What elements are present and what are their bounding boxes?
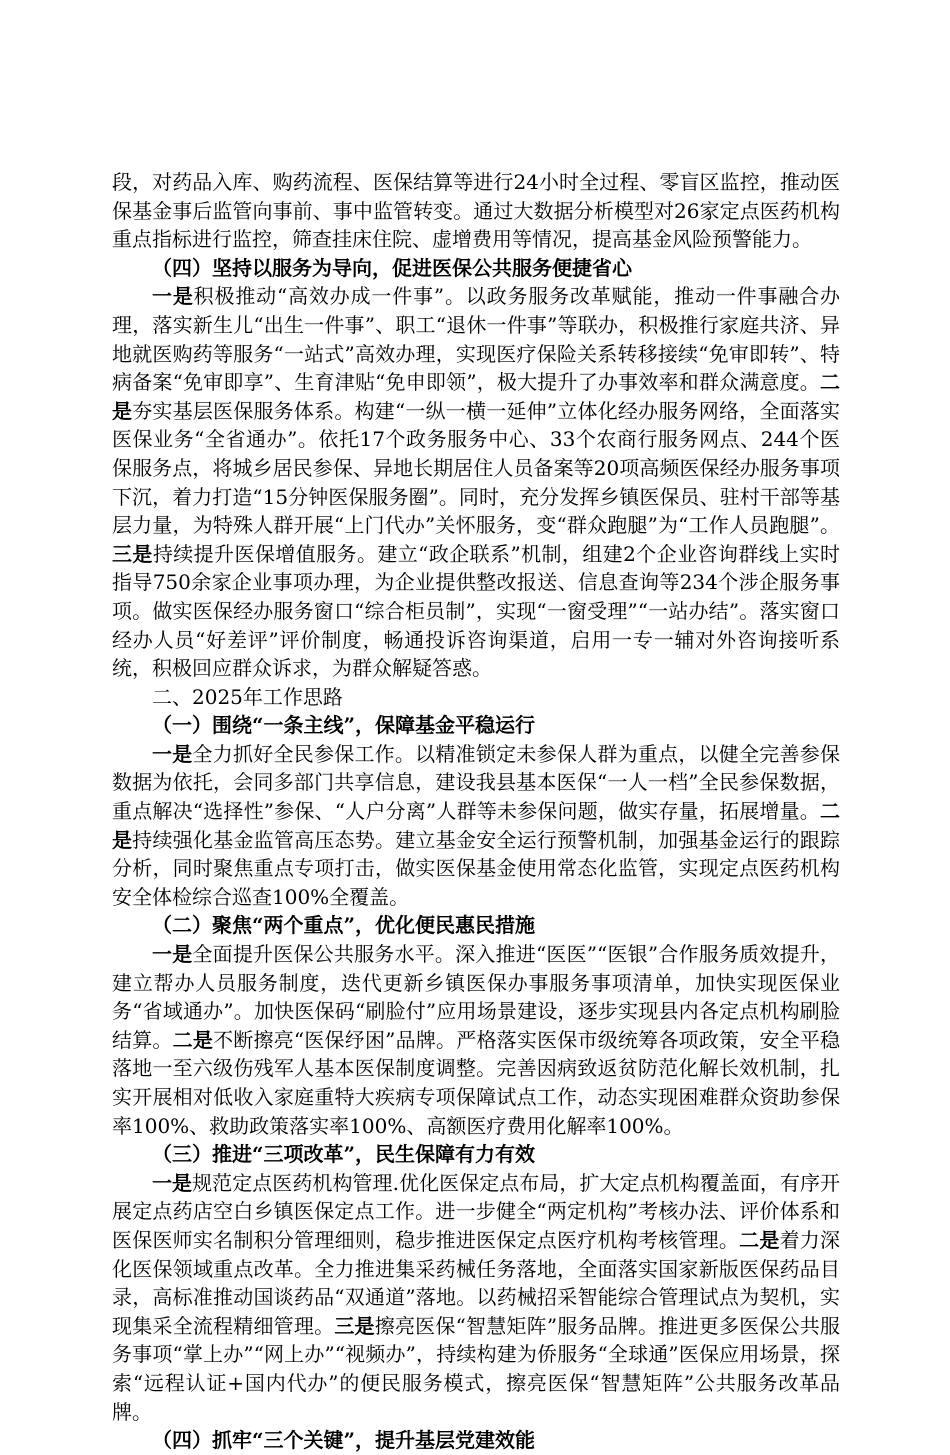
heading-two-focus-points: （二）聚焦“两个重点”，优化便民惠民措施 bbox=[152, 913, 536, 938]
bold-marker-third: 三是 bbox=[112, 541, 153, 566]
text-span: 持续提升医保增值服务。建立“政企联系”机制，组建2个企业咨询群线上实时指导750余家企业事项办理，为企业提供整改报送、信息查询等234个涉企服务事项。做实医保经办服务窗口“综合柜员制”，实现“一窗受理”“一站办结”。落实窗口经办人员“好差评”评价制度，畅通投诉咨询渠道，启用一专一辅对外咨询接听系统，积极回应群众诉求，为群众解疑答惑。 bbox=[112, 541, 840, 681]
bold-marker-second: 二是 bbox=[112, 799, 840, 852]
bold-marker-first: 一是 bbox=[152, 942, 193, 967]
text-span: 持续强化基金监管高压态势。建立基金安全运行预警机制，加强基金运行的跟踪分析，同时聚焦重点专项打击，做实医保基金使用常态化监管，实现定点医药机构安全体检综合巡查100%全覆盖。 bbox=[112, 827, 841, 909]
paragraph-one-main-line bbox=[112, 740, 840, 912]
text-span: 全面提升医保公共服务水平。深入推进“医医”“医银”合作服务质效提升，建立帮办人员服务制度，迭代更新乡镇医保办事服务事项清单，加快实现医保业务“省域通办”。加快医保码“刷脸付”应用场景建设，逐步实现县内各定点机构刷脸结算。 bbox=[112, 942, 840, 1052]
bold-marker-first: 一是 bbox=[152, 284, 194, 309]
paragraph-service bbox=[112, 282, 840, 682]
text-span: 不断擦亮“医保纾困”品牌。严格落实医保市级统筹各项政策，安全平稳落地一至六级伤残军人基本医保制度调整。完善因病致返贫防范化解长效机制，扎实开展相对低收入家庭重特大疾病专项保障试点工作，动态实现困难群众资助参保率100%、救助政策落实率100%、高额医疗费用化解率100%。 bbox=[112, 1027, 841, 1138]
bold-marker-second: 二是 bbox=[112, 370, 840, 423]
bold-marker-second: 二是 bbox=[739, 1227, 780, 1252]
bold-marker-third: 三是 bbox=[334, 1313, 375, 1338]
document-body bbox=[112, 168, 840, 1455]
text-span: 擦亮医保“智慧矩阵”服务品牌。推进更多医保公共服务事项“掌上办”“网上办”“视频办”，持续构建为侨服务“全球通”医保应用场景，探索“远程认证+国内代办”的便民服务模式，擦亮医保“智慧矩阵”公共服务改革品牌。 bbox=[112, 1313, 841, 1424]
text-span: 规范定点医药机构管理.优化医保定点布局，扩大定点机构覆盖面，有序开展定点药店空白乡镇医保定点工作。进一步健全“两定机构”考核办法、评价体系和医保医师实名制积分管理细则，稳步推进医保定点医疗机构考核管理。 bbox=[112, 1170, 841, 1252]
bold-marker-second: 二是 bbox=[172, 1027, 214, 1052]
paragraph-two-focus-points bbox=[112, 940, 840, 1140]
paragraph-supervision-continued: 段，对药品入库、购药流程、医保结算等进行24小时全过程、零盲区监控，推动医保基金事后监管向事前、事中监管转变。通过大数据分析模型对26家定点医药机构重点指标进行监控，筛查挂床住院、虚增费用等情况，提高基金风险预警能力。 bbox=[112, 170, 840, 252]
text-span: 着力深化医保领域重点改革。全力推进集采药械任务落地，全面落实国家新版医保药品目录，高标准推动国谈药品“双通道”落地。以药械招采智能综合管理试点为契机，实现集采全流程精细管理。 bbox=[112, 1227, 841, 1338]
text-span: 夯实基层医保服务体系。构建“一纵一横一延伸”立体化经办服务网络，全面落实医保业务“全省通办”。依托17个政务服务中心、33个农商行服务网点、244个医保服务点，将城乡居民参保、异地长期居住人员备案等20项高频医保经办服务事项下沉，着力打造“15分钟医保服务圈”。同时，充分发挥乡镇医保员、驻村干部等基层力量，为特殊人群开展“上门代办”关怀服务，变“群众跑腿”为“工作人员跑腿”。 bbox=[112, 398, 841, 538]
heading-2025-plan: 二、2025年工作思路 bbox=[152, 684, 343, 709]
paragraph-three-reforms bbox=[112, 1169, 840, 1426]
text-span: 全力抓好全民参保工作。以精准锁定未参保人群为重点，以健全完善参保数据为依托，会同多部门共享信息，建设我县基本医保“一人一档”全民参保数据，重点解决“选择性”参保、“人户分离”人群等未参保问题，做实存量，拓展增量。 bbox=[112, 741, 841, 824]
bold-marker-first: 一是 bbox=[152, 1170, 193, 1195]
bold-marker-first: 一是 bbox=[152, 741, 193, 766]
text-span: 积极推动“高效办成一件事”。以政务服务改革赋能，推动一件事融合办理，落实新生儿“出生一件事”、职工“退休一件事”等联办，积极推行家庭共济、异地就医购药等服务“一站式”高效办理，实现医疗保险关系转移接续“免审即转”、特病备案“免审即享”、生育津贴“免申即领”，极大提升了办事效率和群众满意度。 bbox=[112, 284, 840, 395]
heading-one-main-line: （一）围绕“一条主线”，保障基金平稳运行 bbox=[152, 713, 536, 738]
heading-three-reforms: （三）推进“三项改革”，民生保障有力有效 bbox=[152, 1142, 536, 1167]
heading-service-oriented: （四）坚持以服务为导向，促进医保公共服务便捷省心 bbox=[152, 255, 632, 280]
heading-three-keys: （四）抓牢“三个关键”，提升基层党建效能 bbox=[152, 1428, 536, 1453]
